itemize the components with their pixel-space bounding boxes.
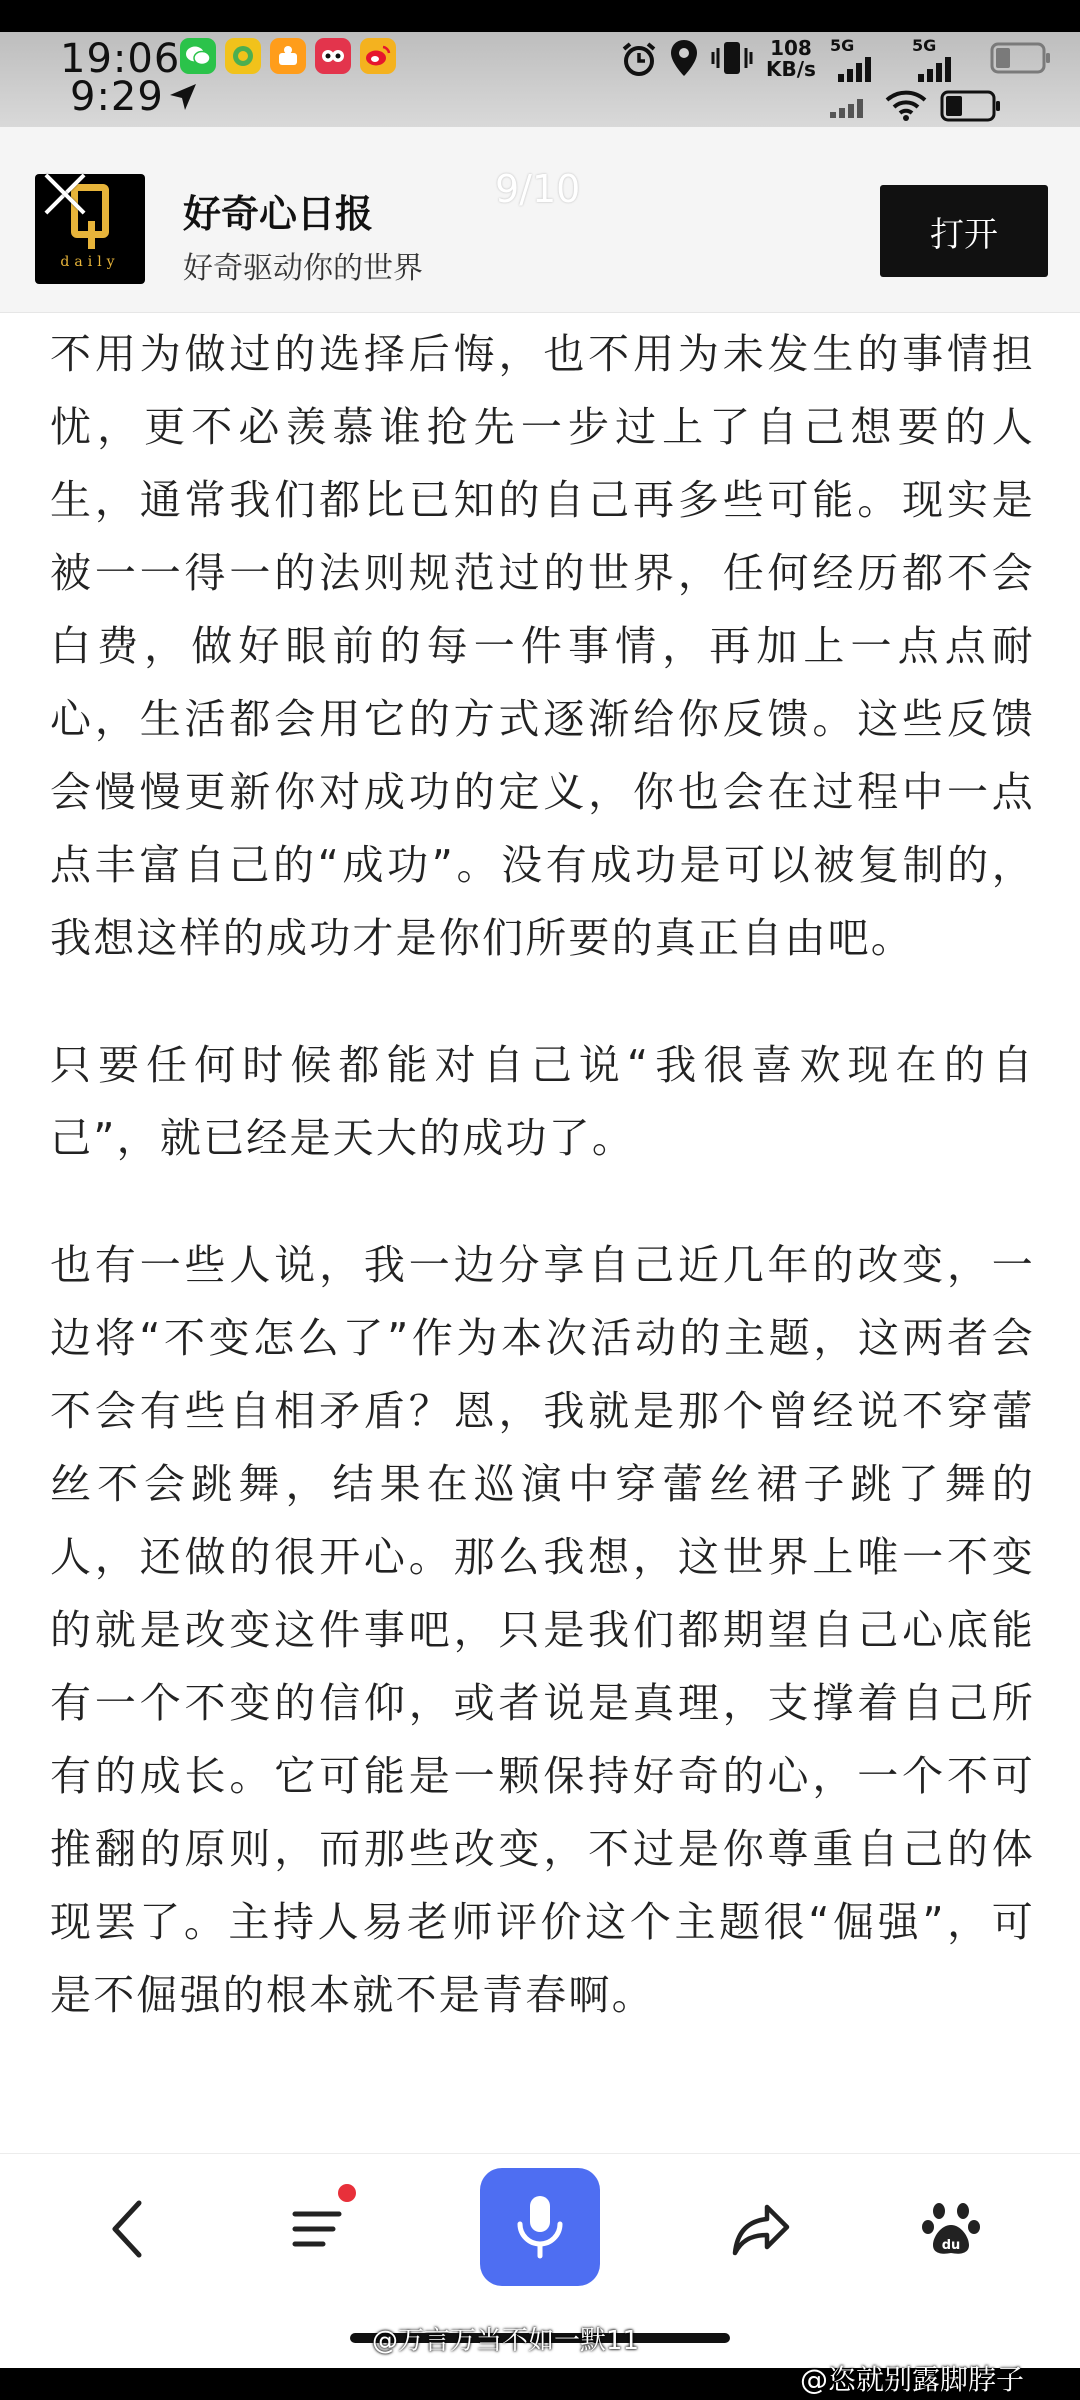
app-name: 好奇心日报: [183, 192, 374, 236]
network-speed-value: 108: [770, 36, 812, 60]
app-icon-4: [315, 38, 351, 74]
svg-text:du: du: [941, 2238, 961, 2253]
status-time-primary: 19:06: [60, 36, 181, 82]
menu-icon: [289, 2204, 345, 2254]
vibrate-icon: [710, 38, 754, 78]
app-download-banner: [0, 127, 1080, 313]
close-icon[interactable]: [40, 169, 90, 219]
signal-strength-1-icon: [838, 56, 871, 82]
watermark-username: @恣就别露脚脖子: [800, 2363, 1025, 2396]
back-button[interactable]: [82, 2184, 172, 2274]
signal-strength-3-icon: [830, 98, 863, 118]
status-right-indicators: [620, 32, 1060, 127]
voice-search-button[interactable]: [480, 2168, 600, 2286]
location-arrow-icon: [168, 82, 198, 112]
article-paragraph: 不用为做过的选择后悔，也不用为未发生的事情担忧，更不必羡慕谁抢先一步过上了自己想要的人生，通常我们都比已知的自己再多些可能。现实是被一一得一的法则规范过的世界，任何经历都不会白费，做好眼前的每一件事情，再加上一点点耐心，生活都会用它的方式逐渐给你反馈。这些反馈会慢慢更新你对成功的定义，你也会在过程中一点点丰富自己的“成功”。没有成功是可以被复制的，我想这样的成功才是你们所要的真正自由吧。: [50, 330, 1035, 962]
signal-strength-2-icon: [918, 56, 951, 82]
bottom-toolbar: [0, 2153, 1080, 2314]
open-app-button[interactable]: 打开: [880, 185, 1048, 277]
weibo-icon: [360, 38, 396, 74]
alarm-icon: [620, 40, 658, 78]
page-indicator: 9/10: [495, 167, 581, 211]
app-icon-3: [270, 38, 306, 74]
share-icon: [729, 2201, 793, 2257]
status-time-secondary: 9:29: [70, 74, 164, 120]
battery-icon: [940, 90, 1002, 122]
microphone-icon: [512, 2192, 568, 2262]
baidu-button[interactable]: [906, 2184, 996, 2274]
wifi-icon: [884, 88, 928, 122]
article-body: [50, 318, 1035, 2153]
app-icon-2: [225, 38, 261, 74]
status-top-band: [0, 0, 1080, 32]
share-button[interactable]: [716, 2184, 806, 2274]
network-type-1: 5G: [830, 36, 855, 55]
watermark-overlay: @万言万当不如一默11: [372, 2326, 640, 2356]
notification-dot: [338, 2184, 356, 2202]
battery-outline-icon: [990, 42, 1052, 74]
network-speed-unit: KB/s: [766, 57, 816, 81]
notification-app-icons: [180, 38, 396, 74]
wechat-icon: [180, 38, 216, 74]
status-bar: [0, 32, 1080, 127]
network-type-2: 5G: [912, 36, 937, 55]
article-paragraph: 也有一些人说，我一边分享自己近几年的改变，一边将“不变怎么了”作为本次活动的主题，这两者会不会有些自相矛盾？恩，我就是那个曾经说不穿蕾丝不会跳舞，结果在巡演中穿蕾丝裙子跳了舞的人，还做的很开心。那么我想，这世界上唯一不变的就是改变这件事吧，只是我们都期望自己心底能有一个不变的信仰，或者说是真理，支撑着自己所有的成长。它可能是一颗保持好奇的心，一个不可推翻的原则，而那些改变，不过是你尊重自己的体现罢了。主持人易老师评价这个主题很“倔强”，可是不倔强的根本就不是青春啊。: [50, 1241, 1035, 2019]
location-pin-icon: [668, 38, 700, 78]
network-speed: [766, 38, 816, 80]
article-paragraph: 只要任何时候都能对自己说“我很喜欢现在的自己”，就已经是天大的成功了。: [50, 1041, 1035, 1162]
back-arrow-icon: [107, 2199, 147, 2259]
baidu-paw-icon: [921, 2199, 981, 2259]
app-slogan: 好奇驱动你的世界: [183, 251, 423, 286]
logo-daily-text: daily: [60, 254, 120, 270]
